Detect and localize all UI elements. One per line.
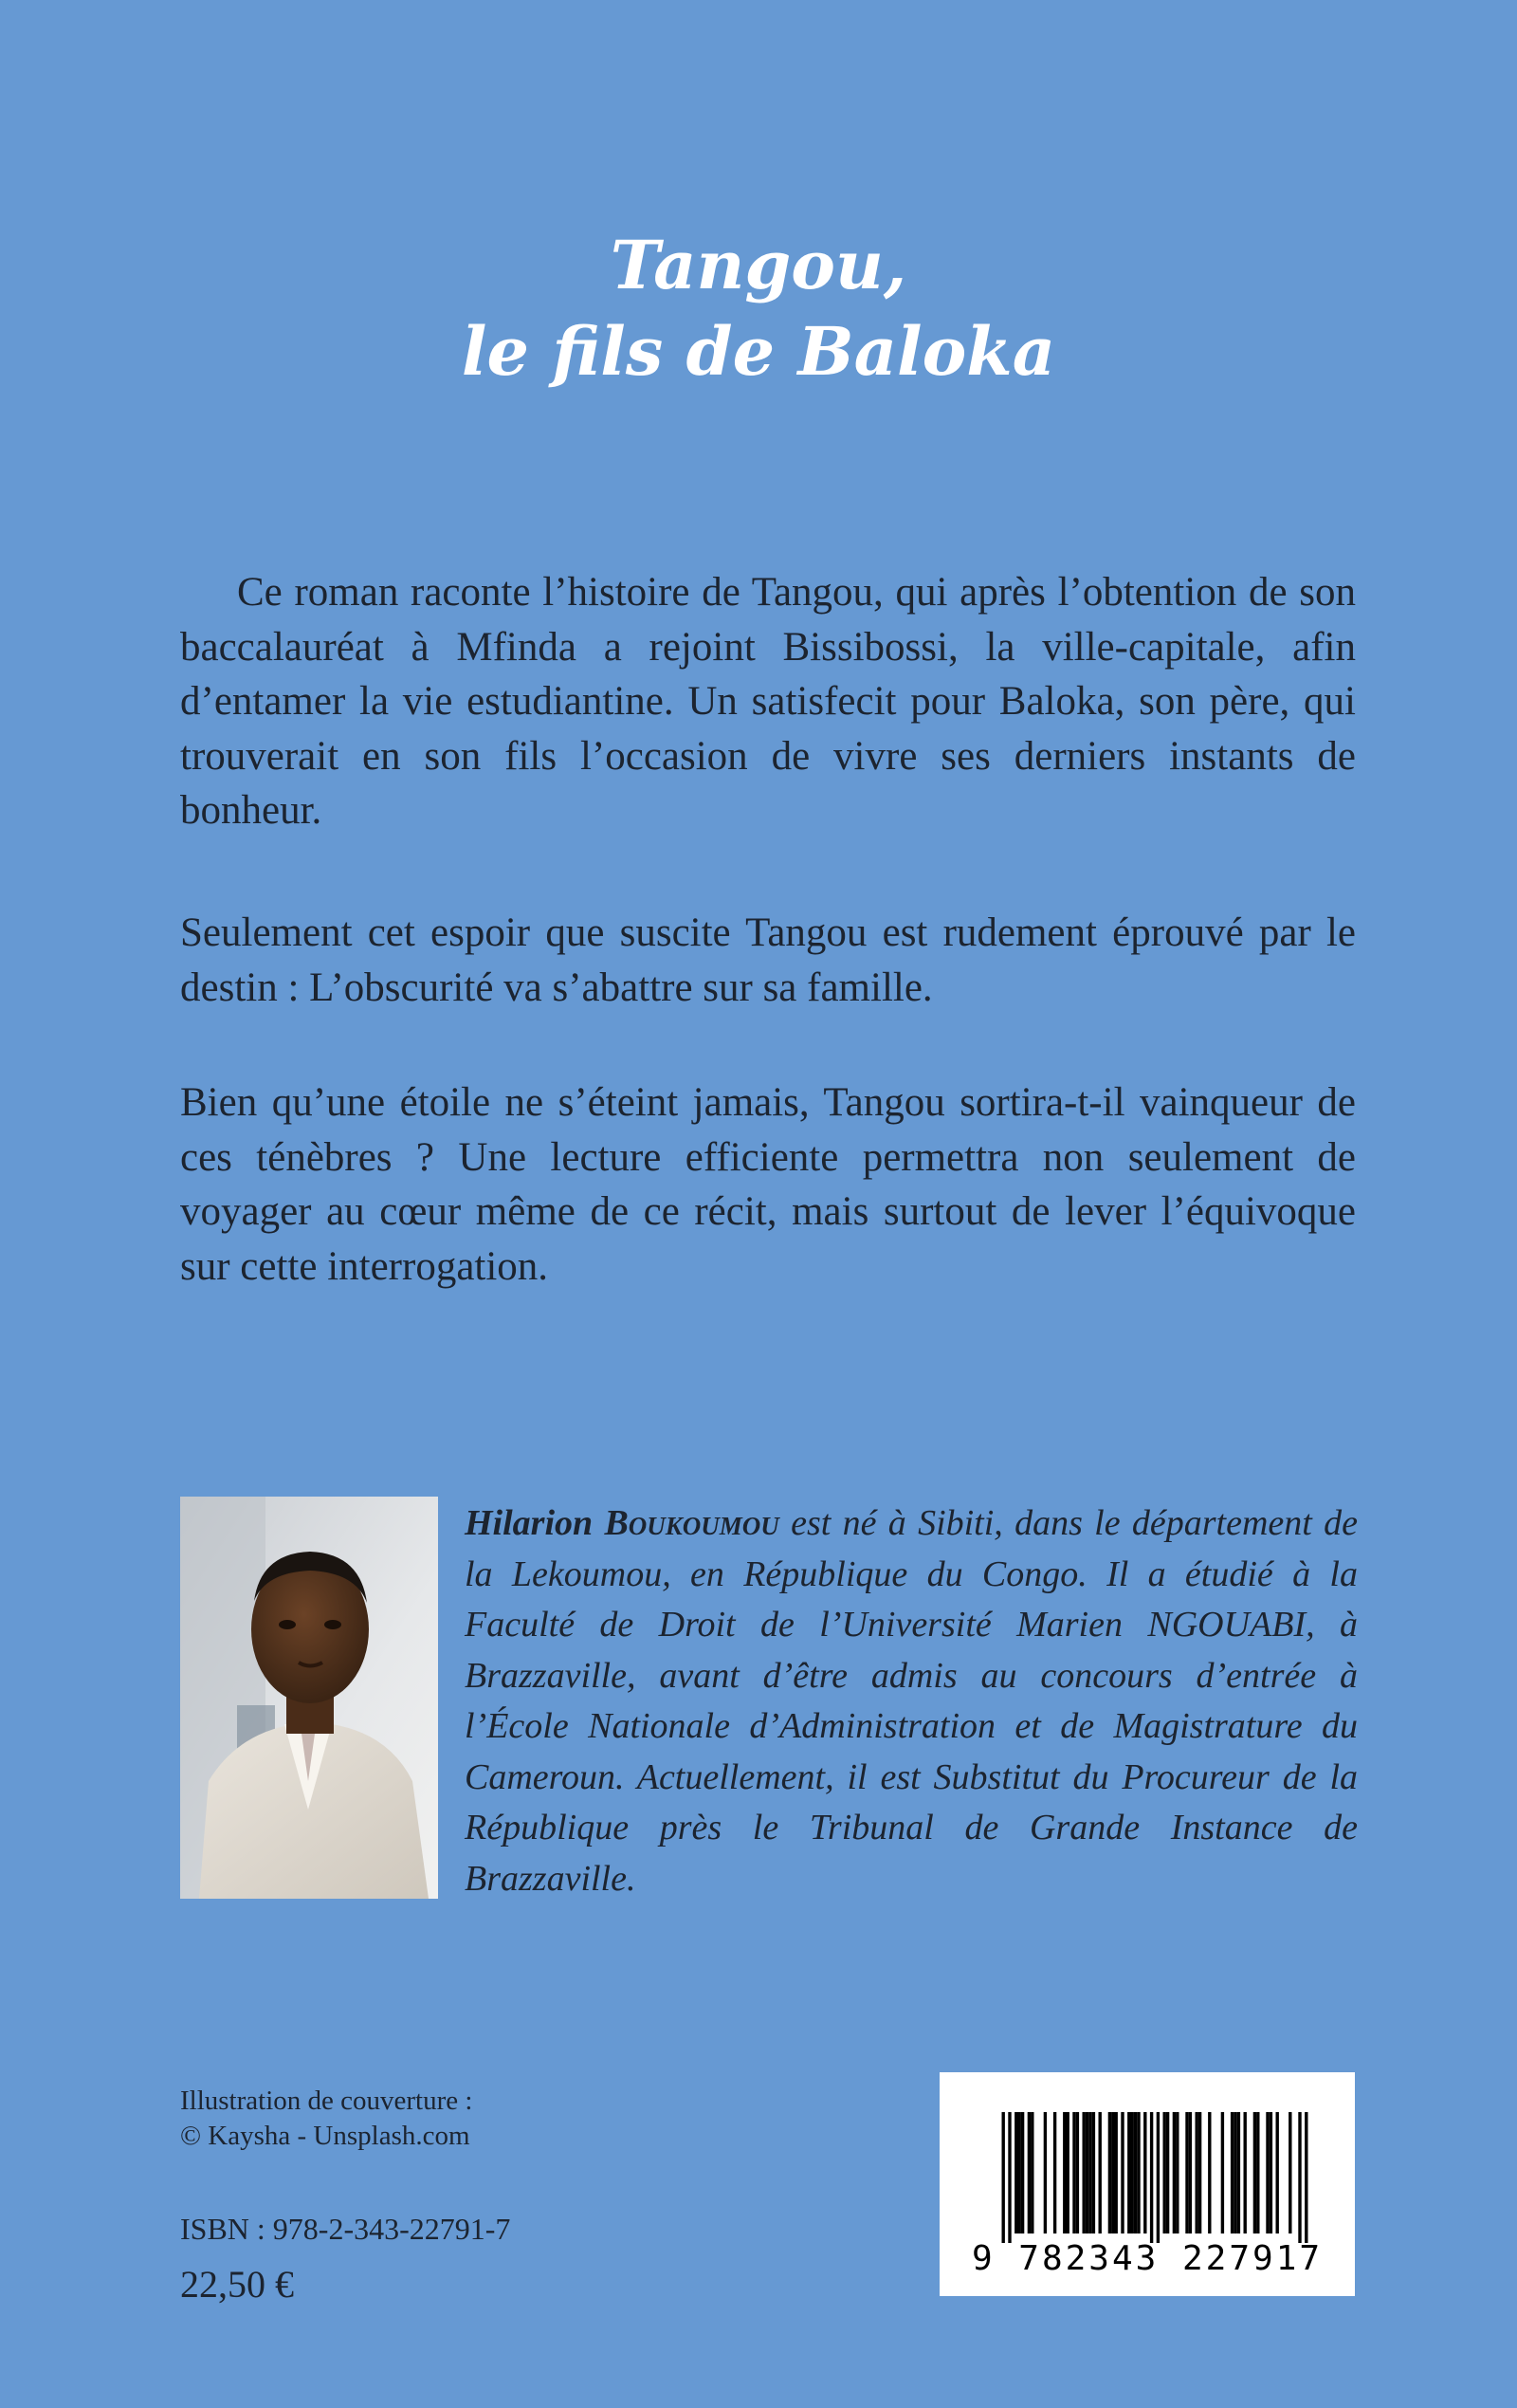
barcode-bar [1157,2112,1160,2243]
barcode-bar [1185,2112,1188,2233]
barcode-bar [1137,2112,1140,2233]
blurb-paragraph-1 [180,565,1356,838]
barcode-bar [1111,2112,1114,2233]
barcode-bar [1305,2112,1307,2243]
barcode-bar [1234,2112,1236,2233]
barcode-bar [1076,2112,1079,2233]
barcode-bar [1008,2112,1011,2243]
illustration-credit-label: Illustration de couverture : [180,2086,473,2116]
blurb-text: Bien qu’une étoile ne s’éteint jamais, Tangou sortira-t-il vainqueur de ces ténèbres ? Une lecture efficiente permettra non seulement de voyager au cœur même de ce récit, mais surtout de lever l’équivoque sur cette interrogation. [180,1080,1356,1289]
barcode-bar [1253,2112,1256,2233]
barcode-bar [1289,2112,1291,2233]
barcode-bar [1044,2112,1047,2233]
barcode-bar [1196,2112,1198,2233]
barcode-bar [1099,2112,1102,2233]
barcode-bar [1131,2112,1134,2233]
barcode-bar [1244,2112,1247,2233]
barcode-bar [1198,2112,1201,2233]
barcode-bar [1237,2112,1240,2233]
barcode-bar [1108,2112,1111,2233]
price: 22,50 € [180,2263,294,2306]
blurb-paragraph-3 [180,1075,1356,1294]
barcode-bar [1067,2112,1069,2233]
barcode-bar [1127,2112,1130,2233]
barcode-digits: 9 782343 227917 [971,2239,1324,2278]
barcode-bar [1173,2112,1176,2233]
barcode-bar [1053,2112,1056,2233]
barcode-bars [940,2072,1355,2243]
barcode-bar [1231,2112,1234,2233]
barcode-bar [1115,2112,1118,2233]
barcode-bar [1176,2112,1179,2233]
barcode-bar [1083,2112,1086,2233]
author-last-name: Boukoumou [604,1503,779,1543]
barcode-bar [1256,2112,1259,2233]
barcode-bar [1072,2112,1075,2233]
barcode-bar [1134,2112,1137,2233]
barcode-bar [1163,2112,1166,2233]
barcode-bar [1086,2112,1088,2233]
barcode-bar [1021,2112,1024,2233]
barcode-bar [1018,2112,1021,2233]
barcode-bar [1221,2112,1224,2233]
barcode-bar [1270,2112,1272,2233]
author-photo [180,1497,438,1899]
barcode-bar [1189,2112,1192,2233]
barcode-bar [1266,2112,1269,2233]
blurb-text: Seulement cet espoir que suscite Tangou est rudement éprouvé par le destin : L’obscurité va s’abattre sur sa famille. [180,910,1356,1010]
barcode-bar [1121,2112,1124,2233]
blurb-text: Ce roman raconte l’histoire de Tangou, qui après l’obtention de son baccalauréat à Mfinda a rejoint Bissibossi, la ville-capitale, afin d’entamer la vie estudiantine. Un satisfecit pour Baloka, son père, qui trouverait en son fils l’occasion de vivre ses derniers instants de bonheur. [180,570,1356,833]
book-title-line2: le fils de Baloka [461,312,1056,391]
barcode-bar [1031,2112,1033,2233]
barcode-bar [1298,2112,1301,2243]
barcode-bar [1143,2112,1146,2233]
barcode-bar [1002,2112,1005,2243]
barcode-bar [1166,2112,1169,2233]
barcode [940,2072,1355,2296]
book-title-line1: Tangou, [610,226,907,304]
blurb-paragraph-2 [180,906,1356,1015]
barcode-bar [1028,2112,1031,2233]
barcode-bar [1276,2112,1279,2233]
barcode-bar [1150,2112,1153,2243]
author-bio-text [465,1498,1358,1904]
isbn: ISBN : 978-2-343-22791-7 [180,2212,511,2246]
author-bio [465,1498,1358,1904]
barcode-bar [1208,2112,1211,2233]
barcode-bar [1014,2112,1017,2233]
author-first-name: Hilarion [465,1503,594,1543]
author-bio-body: est né à Sibiti, dans le département de la Lekoumou, en République du Congo. Il a étudié à la Faculté de Droit de l’Université Marien NGOUABI, à Brazzaville, avant d’être admis au concours d’entrée à l’École Nationale d’Administration et de Magistrature du Cameroun. Actuellement, il est Substitut du Procureur de la République près le Tribunal de Grande Instance de Brazzaville. [465,1503,1358,1899]
barcode-bar [1092,2112,1095,2233]
barcode-bar [1063,2112,1066,2233]
barcode-bar [1088,2112,1091,2233]
illustration-credit-source: © Kaysha - Unsplash.com [180,2121,470,2151]
